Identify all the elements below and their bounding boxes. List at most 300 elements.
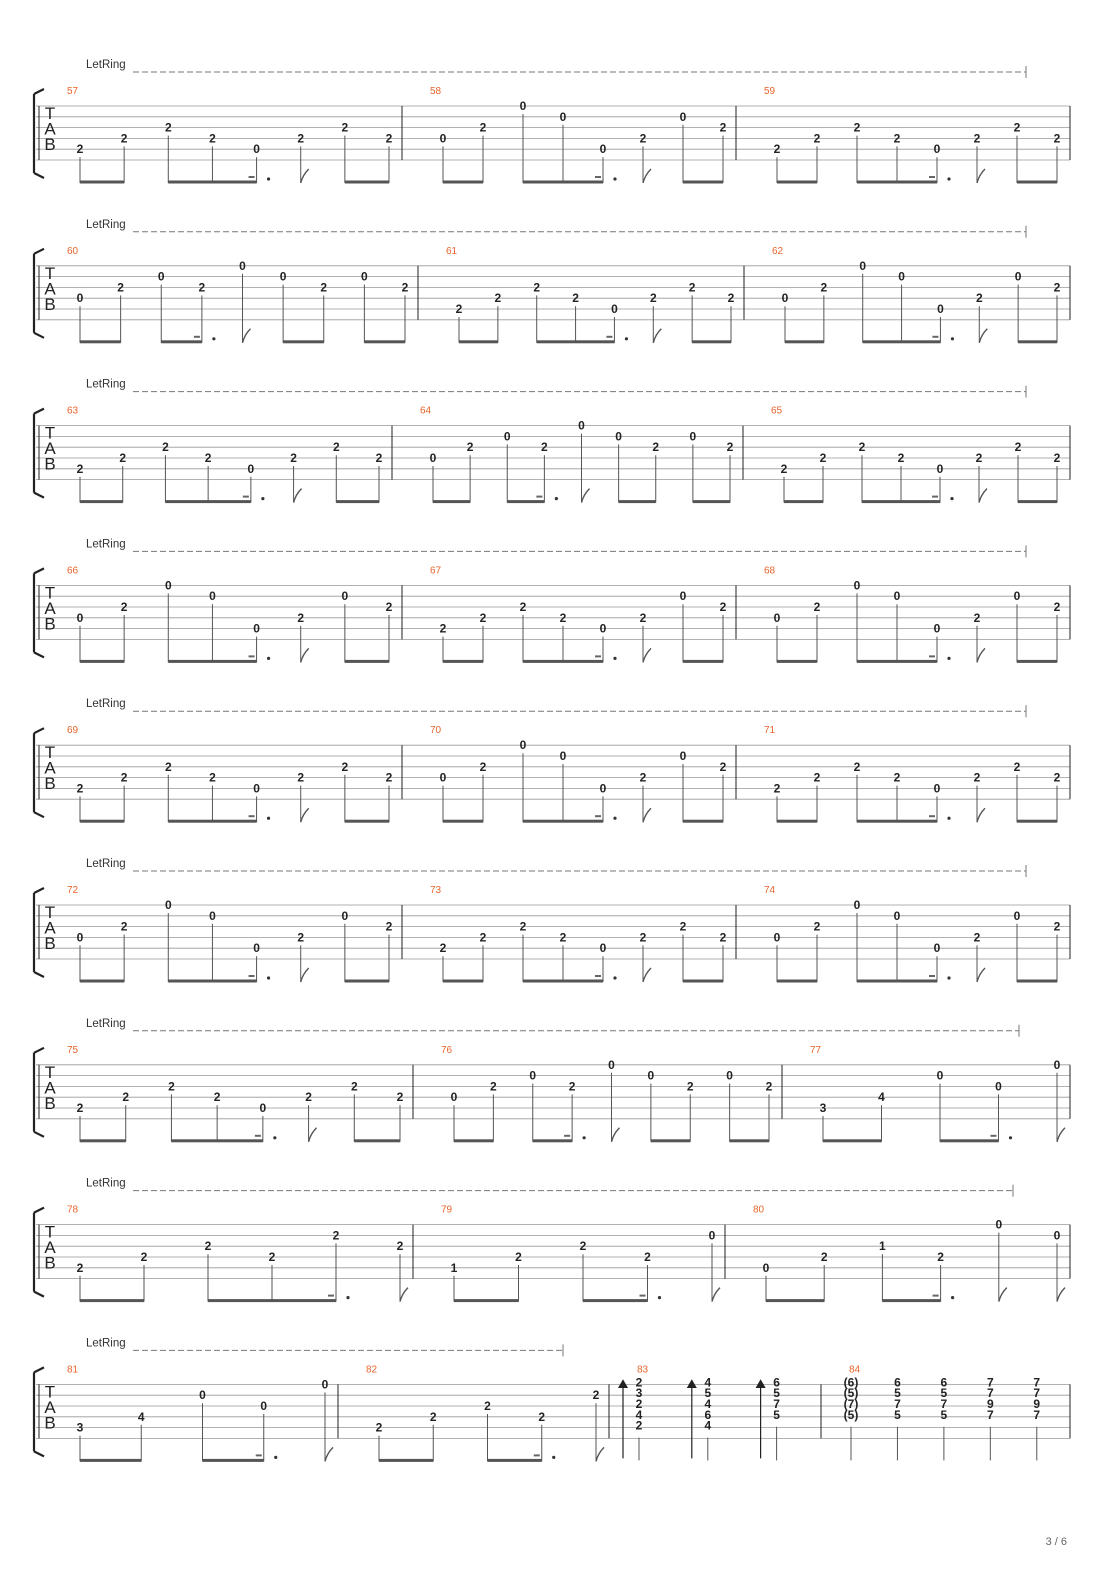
chord-fret: 5 [894, 1386, 901, 1401]
fret-number: 2 [1053, 770, 1061, 785]
beam [80, 660, 124, 663]
tab-clef-letter: A [44, 1078, 56, 1098]
fret-number: 0 [599, 142, 607, 157]
fret-number: 2 [893, 131, 901, 146]
rhythm-dot [346, 1296, 349, 1299]
beam [379, 1459, 433, 1462]
fret-number: 0 [76, 930, 84, 945]
fret-number: 2 [719, 759, 727, 774]
beam [533, 1139, 572, 1142]
beam [443, 820, 483, 823]
sixteenth-stub [243, 496, 249, 498]
measure-number: 78 [67, 1204, 79, 1216]
beam [168, 820, 256, 823]
rhythm-dot [947, 657, 950, 660]
fret-number: 2 [401, 280, 409, 295]
rhythm-dot [950, 497, 953, 500]
sixteenth-stub [256, 1454, 262, 1456]
sixteenth-stub [595, 975, 601, 977]
fret-number: 1 [450, 1260, 458, 1275]
fret-number: 2 [780, 461, 788, 476]
fret-number: 0 [279, 269, 287, 284]
fret-number: 2 [858, 440, 866, 455]
measure-number: 73 [430, 885, 442, 896]
fret-number: 0 [773, 930, 781, 945]
fret-number: 2 [490, 1079, 497, 1094]
note-flag [712, 1288, 720, 1302]
fret-number: 2 [813, 770, 821, 785]
rhythm-dot [613, 657, 616, 660]
measure-number: 84 [849, 1364, 861, 1376]
measure-number: 62 [772, 245, 784, 257]
let-ring-label: LetRing [86, 1017, 126, 1030]
fret-number: 0 [1053, 1057, 1061, 1072]
fret-number: 0 [439, 131, 447, 146]
measure-number: 80 [753, 1204, 765, 1216]
rhythm-dot [274, 1456, 277, 1459]
chord-fret: 4 [635, 1407, 643, 1422]
note-flag [643, 169, 651, 183]
strum-up-arrow [688, 1380, 696, 1458]
fret-number: 2 [719, 930, 727, 945]
fret-number: 2 [168, 1079, 175, 1094]
fret-number: 0 [933, 941, 941, 956]
fret-number: 2 [297, 930, 305, 945]
fret-number: 0 [164, 578, 172, 593]
fret-number: 2 [813, 131, 821, 146]
fret-number: 2 [853, 120, 861, 135]
beam [80, 500, 123, 503]
sixteenth-stub [536, 496, 542, 498]
fret-number: 0 [679, 749, 687, 763]
fret-number: 2 [973, 930, 981, 945]
fret-number: 0 [898, 269, 905, 284]
tab-clef-letter: B [44, 1413, 56, 1433]
beam [1018, 340, 1057, 343]
fret-number: 0 [253, 142, 260, 157]
fret-number: 0 [1053, 1228, 1061, 1243]
fret-number: 2 [973, 131, 981, 146]
fret-number: 0 [708, 1228, 716, 1243]
tab-clef-letter: A [44, 279, 56, 299]
chord-fret: 4 [704, 1397, 712, 1411]
beam [862, 500, 940, 503]
fret-number: 0 [937, 302, 944, 316]
beam [80, 1299, 144, 1302]
beam [443, 980, 483, 983]
fret-number: 2 [494, 291, 502, 306]
sixteenth-stub [929, 655, 935, 657]
fret-number: 2 [765, 1079, 773, 1094]
fret-number: 2 [679, 919, 687, 934]
fret-number: 2 [290, 451, 297, 465]
measure-number: 67 [430, 565, 442, 577]
note-flag [243, 329, 251, 343]
page-number: 3 / 6 [1045, 1536, 1067, 1548]
fret-number: 2 [592, 1388, 600, 1403]
rhythm-dot [947, 177, 950, 180]
fret-number: 3 [819, 1101, 827, 1115]
fret-number: 2 [813, 600, 821, 614]
fret-number: 0 [608, 1057, 615, 1072]
note-flag [1057, 1128, 1065, 1142]
beam [857, 660, 937, 663]
rhythm-dot [273, 1136, 276, 1139]
fret-number: 2 [538, 1409, 546, 1424]
note-flag [301, 648, 309, 662]
fret-number: 4 [137, 1409, 145, 1424]
let-ring-label: LetRing [86, 59, 126, 71]
fret-number: 0 [519, 738, 527, 753]
beam [651, 1139, 690, 1142]
fret-number: 0 [933, 781, 941, 796]
fret-number: 2 [120, 131, 128, 146]
fret-number: 2 [1053, 451, 1061, 465]
rhythm-dot [1009, 1136, 1012, 1139]
rhythm-dot [951, 1296, 954, 1299]
sixteenth-stub [929, 176, 935, 178]
fret-number: 2 [639, 770, 647, 785]
fret-number: 0 [599, 781, 607, 796]
fret-number: 0 [559, 749, 567, 763]
beam [283, 340, 324, 343]
beam [80, 980, 124, 983]
note-flag [612, 1128, 620, 1142]
fret-number: 2 [332, 440, 340, 455]
note-flag [977, 169, 985, 183]
fret-number: 0 [679, 589, 687, 604]
fret-number: 2 [439, 621, 447, 636]
chord-fret: (5) [843, 1386, 859, 1401]
fret-number: 0 [762, 1260, 770, 1275]
fret-number: 0 [341, 908, 349, 923]
fret-number: 0 [853, 578, 861, 593]
tab-clef-letter: T [44, 583, 56, 603]
beam [161, 340, 202, 343]
fret-number: 0 [689, 429, 697, 444]
fret-number: 2 [1013, 120, 1021, 135]
beam [364, 340, 405, 343]
tab-clef-letter: A [44, 598, 56, 618]
fret-number: 0 [503, 429, 511, 444]
chord-fret: 7 [1033, 1407, 1041, 1422]
note-flag [977, 968, 985, 982]
fret-number: 0 [429, 451, 437, 465]
fret-number: 2 [76, 781, 84, 796]
chord-fret: 7 [986, 1375, 994, 1390]
rhythm-dot [613, 817, 616, 820]
chord-fret: 4 [704, 1418, 712, 1433]
tab-clef-letter: B [44, 1253, 56, 1273]
fret-number: 2 [533, 280, 541, 295]
beam [80, 1139, 126, 1142]
beam [777, 820, 817, 823]
sixteenth-stub [640, 1295, 646, 1297]
measure-number: 68 [764, 565, 776, 577]
fret-number: 0 [253, 621, 260, 636]
fret-number: 0 [450, 1090, 458, 1105]
rhythm-dot [267, 177, 270, 180]
beam [454, 1299, 519, 1302]
sixteenth-stub [595, 655, 601, 657]
rhythm-dot [212, 337, 215, 340]
note-flag [301, 169, 309, 183]
fret-number: 0 [529, 1068, 537, 1083]
fret-number: 2 [455, 302, 463, 316]
beam [683, 980, 723, 983]
chord-fret: 5 [704, 1386, 712, 1401]
fret-number: 0 [936, 1068, 944, 1083]
beam [785, 340, 824, 343]
fret-number: 2 [639, 930, 647, 945]
measure-number: 59 [764, 86, 776, 97]
fret-number: 0 [726, 1068, 733, 1083]
rhythm-dot [261, 497, 264, 500]
beam [683, 820, 723, 823]
fret-number: 2 [975, 451, 983, 465]
fret-number: 0 [260, 1399, 268, 1413]
fret-number: 0 [157, 269, 165, 284]
fret-number: 0 [247, 461, 255, 476]
measure-number: 75 [67, 1044, 79, 1056]
beam [168, 181, 256, 184]
chord-fret: 5 [773, 1386, 780, 1401]
tab-clef-letter: B [44, 614, 56, 634]
tab-clef-letter: T [44, 423, 56, 443]
tab-clef-letter: T [44, 104, 56, 123]
staff-lines-layer [34, 66, 1070, 1461]
fret-number: 0 [76, 291, 84, 306]
fret-number: 2 [332, 1228, 340, 1243]
fret-number: 0 [599, 621, 607, 636]
let-ring-label: LetRing [86, 858, 126, 870]
chord-fret: 3 [635, 1386, 643, 1401]
fret-number: 2 [1053, 919, 1061, 934]
fret-number: 0 [199, 1388, 206, 1403]
beam [203, 1459, 264, 1462]
fret-number: 2 [209, 770, 216, 785]
tab-clef-letter: T [44, 1062, 56, 1082]
fret-number: 2 [1014, 440, 1022, 455]
beam [857, 820, 937, 823]
tab-clef-letter: B [44, 774, 56, 794]
fret-number: 2 [120, 919, 128, 934]
sixteenth-stub [249, 176, 255, 178]
beam [766, 1299, 824, 1302]
beam [1017, 820, 1057, 823]
let-ring-label: LetRing [86, 218, 126, 231]
fret-number: 2 [385, 770, 393, 785]
fret-number: 0 [1013, 908, 1021, 923]
fret-number: 2 [726, 440, 734, 455]
beam [459, 340, 498, 343]
beam [454, 1139, 493, 1142]
rhythm-dot [625, 337, 628, 340]
note-flag [582, 489, 590, 503]
chord-fret: (7) [843, 1397, 859, 1411]
fret-number: 4 [878, 1090, 885, 1105]
note-flag [301, 968, 309, 982]
fret-number: 0 [76, 610, 84, 625]
beam [354, 1139, 400, 1142]
fret-number: 2 [479, 120, 487, 135]
let-ring-label: LetRing [86, 538, 126, 551]
sixteenth-stub [929, 975, 935, 977]
fret-number: 2 [644, 1250, 651, 1264]
fret-number: 0 [679, 109, 687, 124]
fret-number: 2 [350, 1079, 358, 1094]
sixteenth-stub [249, 655, 255, 657]
beam [80, 1459, 141, 1462]
chord-fret: 5 [940, 1386, 948, 1401]
fret-number: 2 [893, 770, 901, 785]
sixteenth-stub [328, 1295, 334, 1297]
tab-clef-letter: A [44, 758, 56, 778]
fret-number: 2 [119, 451, 127, 465]
sixteenth-stub [991, 1135, 997, 1137]
note-flag [301, 808, 309, 822]
fret-number: 0 [615, 429, 622, 444]
fret-number: 0 [164, 898, 172, 912]
beam [692, 340, 731, 343]
fret-number: 2 [1013, 759, 1021, 774]
fret-number: 0 [599, 941, 607, 956]
beam [537, 340, 615, 343]
beam [345, 181, 389, 184]
chord-fret: 9 [1033, 1397, 1041, 1411]
fret-number: 2 [686, 1079, 694, 1094]
fret-number: 2 [439, 941, 447, 956]
chord-fret: 6 [894, 1375, 901, 1390]
fret-number: 2 [688, 280, 696, 295]
fret-number: 2 [820, 1250, 828, 1264]
fret-number: 0 [933, 142, 941, 157]
fret-number: 0 [647, 1068, 655, 1083]
measure-number: 70 [430, 725, 442, 737]
fret-number: 0 [859, 258, 867, 273]
fret-number: 2 [973, 770, 981, 785]
beam [863, 340, 941, 343]
fret-number: 2 [385, 600, 393, 614]
fret-number: 2 [1053, 280, 1061, 295]
fret-number: 2 [727, 291, 735, 306]
fret-number: 2 [375, 451, 383, 465]
chord-fret: 2 [635, 1418, 643, 1433]
let-ring-label: LetRing [86, 698, 126, 711]
note-flag [979, 489, 987, 503]
beam [784, 500, 823, 503]
note-flag [1057, 1288, 1065, 1302]
chord-fret: 6 [940, 1375, 948, 1390]
beam [523, 820, 603, 823]
chord-fret: 5 [940, 1407, 948, 1422]
fret-number: 2 [268, 1250, 276, 1264]
beam [683, 660, 723, 663]
beam [777, 980, 817, 983]
note-flag [309, 1128, 317, 1142]
fret-number: 2 [519, 600, 527, 614]
fret-number: 2 [773, 781, 781, 796]
note-flag [325, 1447, 333, 1461]
fret-number: 0 [439, 770, 447, 785]
fret-number: 2 [515, 1250, 522, 1264]
beam [619, 500, 656, 503]
fret-number: 2 [122, 1090, 130, 1105]
fret-number: 2 [341, 120, 349, 135]
measure-number: 64 [420, 405, 432, 417]
fret-number: 0 [578, 418, 585, 433]
let-ring-label: LetRing [86, 1337, 126, 1350]
tab-clef-letter: A [44, 119, 56, 139]
fret-number: 2 [140, 1250, 148, 1264]
beam [507, 500, 544, 503]
chord-fret: 5 [773, 1407, 780, 1422]
beam [488, 1459, 542, 1462]
fret-number: 0 [1013, 589, 1021, 604]
fret-number: 0 [995, 1217, 1003, 1232]
fret-number: 2 [649, 291, 657, 306]
fret-number: 2 [568, 1079, 576, 1094]
fret-number: 2 [719, 600, 727, 614]
fret-number: 0 [559, 109, 567, 124]
chord-fret: 7 [986, 1386, 994, 1401]
tab-clef-letter: T [44, 743, 56, 763]
rhythm-dot [947, 976, 950, 979]
sixteenth-stub [932, 496, 938, 498]
strum-up-arrow [619, 1380, 627, 1458]
tab-clef-letter: B [44, 294, 56, 314]
note-flag [294, 489, 302, 503]
fret-number: 2 [375, 1420, 383, 1435]
fret-number: 2 [819, 451, 827, 465]
beam [80, 340, 121, 343]
measure-number: 81 [67, 1364, 79, 1376]
note-flag [596, 1447, 604, 1461]
tab-clef-letter: A [44, 1397, 56, 1417]
fret-number: 2 [209, 131, 216, 146]
fret-number: 2 [385, 131, 393, 146]
sixteenth-stub [249, 815, 255, 817]
beam [80, 820, 124, 823]
fret-number: 2 [297, 770, 305, 785]
fret-number: 2 [120, 600, 128, 614]
fret-number: 0 [781, 291, 789, 306]
fret-number: 2 [1053, 600, 1061, 614]
beam [857, 181, 937, 184]
sixteenth-stub [929, 815, 935, 817]
chord-fret: 7 [894, 1397, 901, 1411]
rhythm-dot [947, 817, 950, 820]
fret-number: 2 [853, 759, 861, 774]
sixteenth-stub [932, 336, 938, 338]
fret-number: 3 [76, 1420, 84, 1435]
fret-number: 2 [164, 120, 172, 135]
note-flag [643, 648, 651, 662]
beam [683, 181, 723, 184]
chord-fret: 7 [1033, 1375, 1041, 1390]
chord-fret: 7 [940, 1397, 948, 1411]
fret-number: 2 [429, 1409, 437, 1424]
rhythm-dot [613, 976, 616, 979]
fret-number: 2 [973, 610, 981, 625]
sixteenth-stub [933, 1295, 939, 1297]
chord-fret: (6) [843, 1375, 859, 1390]
fret-number: 2 [385, 919, 393, 934]
fret-number: 0 [893, 589, 901, 604]
fret-number: 2 [541, 440, 548, 455]
beam [1018, 500, 1057, 503]
fret-number: 2 [937, 1250, 944, 1264]
